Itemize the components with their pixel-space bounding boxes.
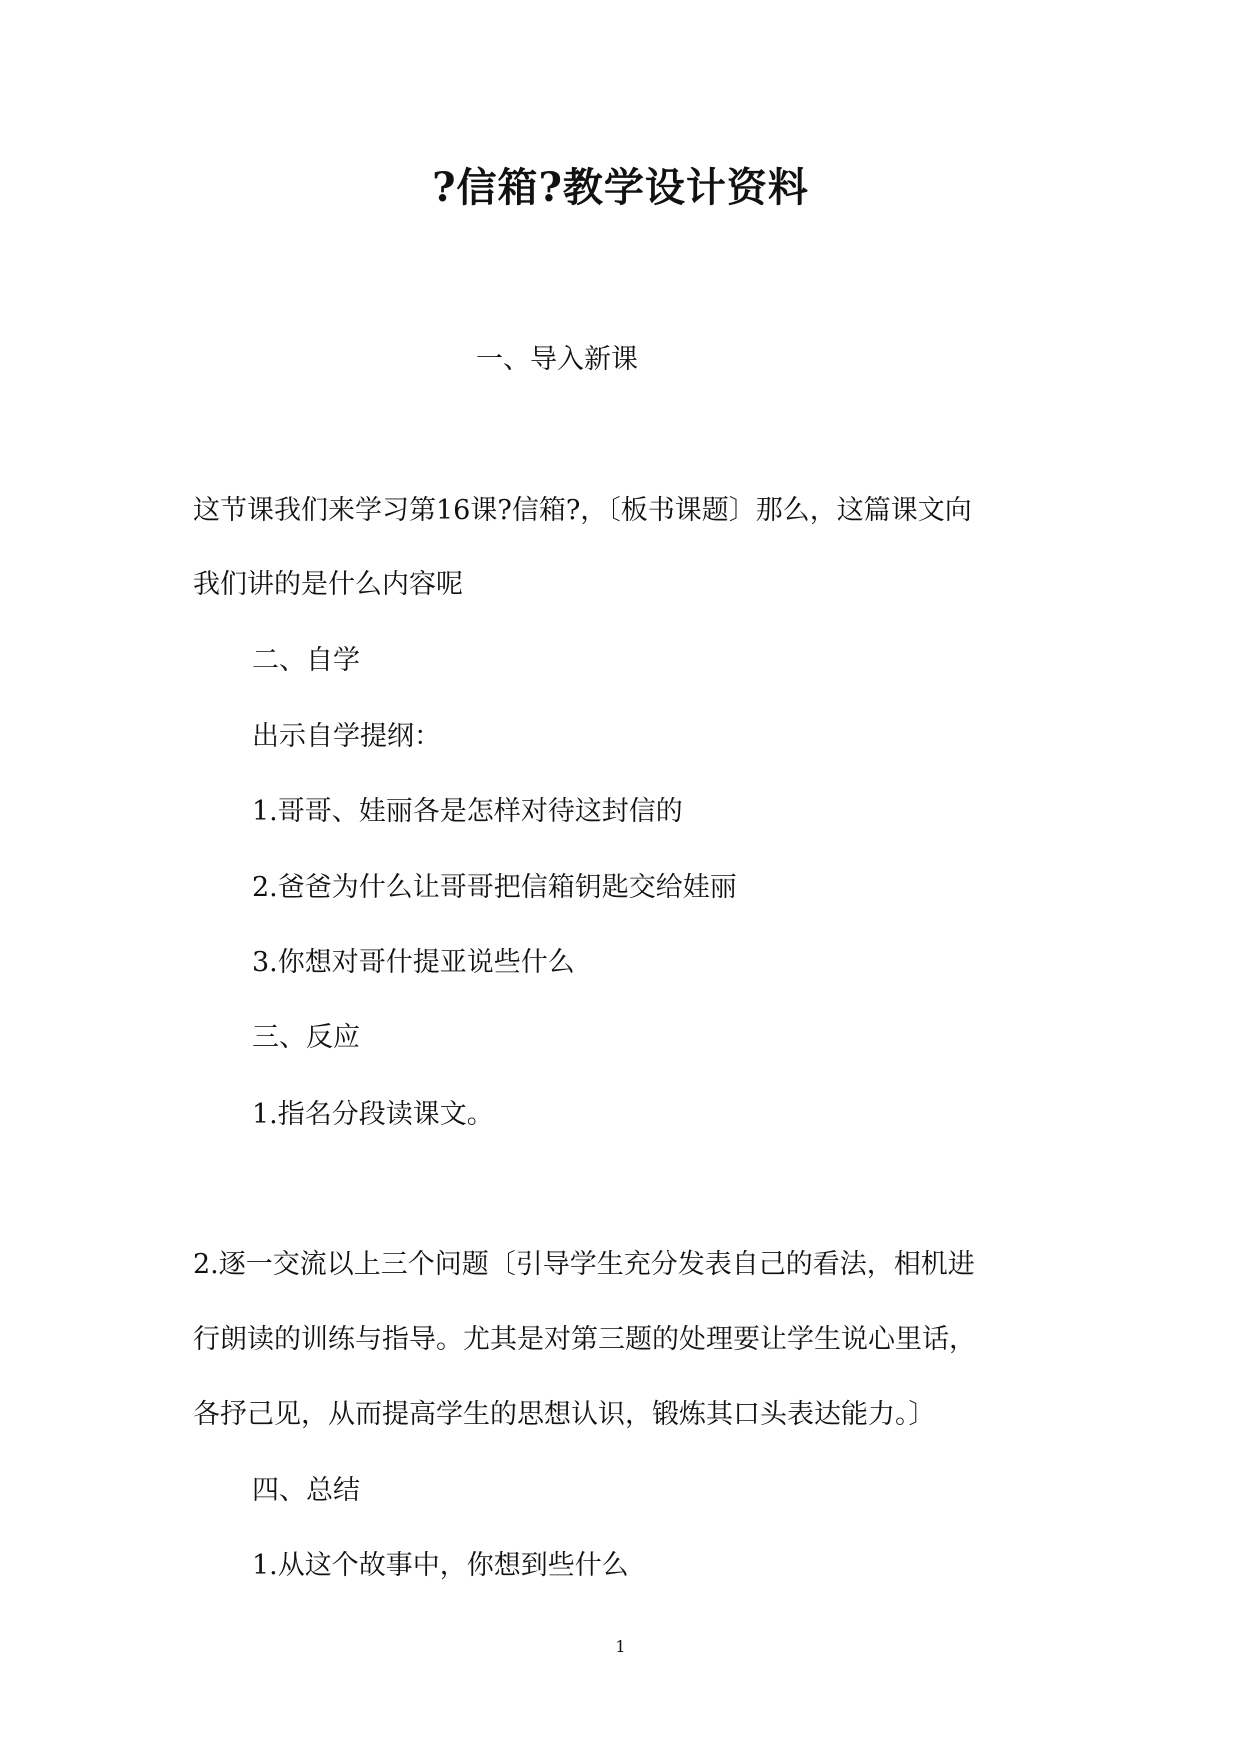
paragraph-line: 各抒己见，从而提高学生的思想认识，锻炼其口头表达能力。〕 [193,1399,936,1430]
list-item: 3.你想对哥什提亚说些什么 [252,947,575,978]
paragraph-line: 我们讲的是什么内容呢 [193,569,463,600]
list-item: 2.爸爸为什么让哥哥把信箱钥匙交给娃丽 [252,872,737,903]
document-title: ?信箱?教学设计资料 [432,164,809,211]
page-number: 1 [615,1637,626,1656]
paragraph-line: 出示自学提纲： [252,721,441,752]
section-heading-summary: 四、总结 [252,1475,360,1506]
paragraph-line: 2.逐一交流以上三个问题〔引导学生充分发表自己的看法，相机进 [193,1249,975,1280]
paragraph-line: 行朗读的训练与指导。尤其是对第三题的处理要让学生说心里话， [193,1324,976,1355]
paragraph-line: 这节课我们来学习第16课?信箱?，〔板书课题〕那么，这篇课文向 [193,495,972,526]
section-heading-self-study: 二、自学 [252,645,360,676]
section-heading-intro: 一、导入新课 [476,344,638,375]
list-item: 1.从这个故事中，你想到些什么 [252,1550,629,1581]
section-heading-feedback: 三、反应 [252,1022,360,1053]
list-item: 1.指名分段读课文。 [252,1099,494,1130]
list-item: 1.哥哥、娃丽各是怎样对待这封信的 [252,796,683,827]
